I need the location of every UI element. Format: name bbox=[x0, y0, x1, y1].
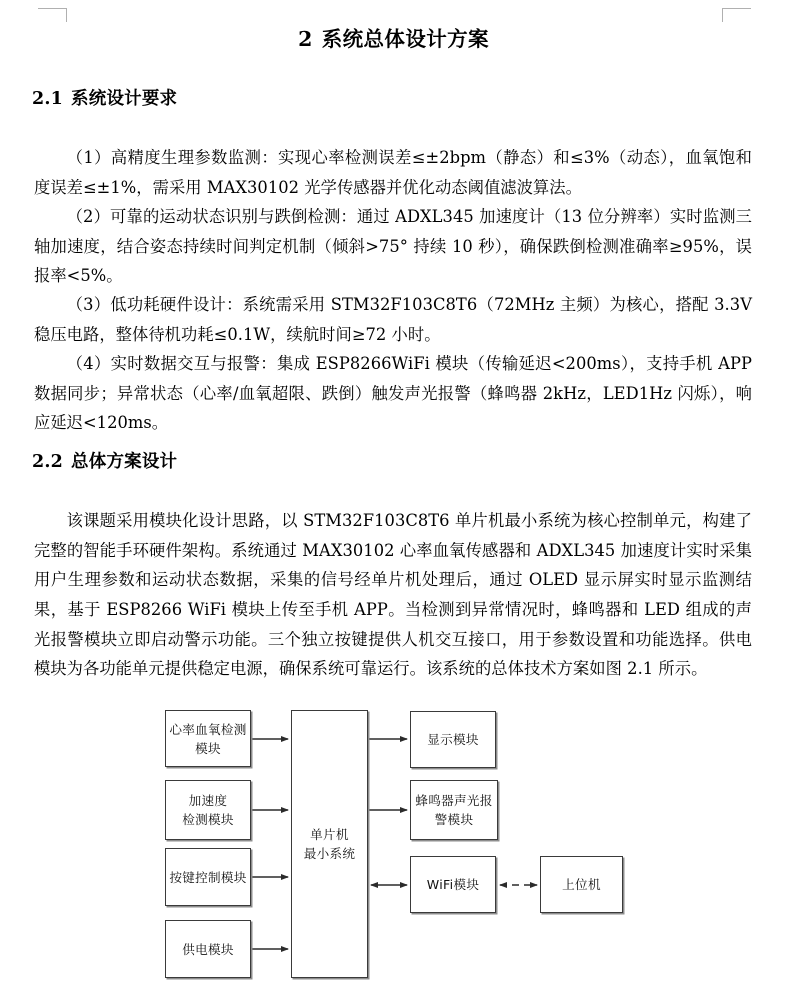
paragraph-overall-design: 该课题采用模块化设计思路，以 STM32F103C8T6 单片机最小系统为核心控制单元，构建了完整的智能手环硬件架构。系统通过 MAX30102 心率血氧传感器和 ADXL345 加速度计实时采集用户生理参数和运动状态数据，采集的信号经单片机处理后，通过 OLED 显示屏实时显示监测结果，基于 ESP8266 WiFi 模块上传至手机 APP。当检测到异常情况时，蜂鸣器和 LED 组成的声光报警模块立即启动警示功能。三个独立按键提供人机交互接口，用于参数设置和功能选择。供电模块为各功能单元提供稳定电源，确保系统可靠运行。该系统的总体技术方案如图 2.1 所示。 bbox=[34, 511, 752, 679]
paragraph-requirement-2: （2）可靠的运动状态识别与跌倒检测：通过 ADXL345 加速度计（13 位分辨率）实时监测三轴加速度，结合姿态持续时间判定机制（倾斜>75° 持续 10 秒），确保跌倒检测准确率≥95%，误报率<5%。 bbox=[34, 207, 752, 286]
diagram-box-buzzer-alarm bbox=[410, 780, 498, 840]
diagram-box-heart-rate-line2: 模块 bbox=[195, 740, 221, 756]
diagram-box-display-line1: 显示模块 bbox=[427, 732, 479, 747]
diagram-box-accelerometer bbox=[165, 780, 251, 840]
chapter-number: 2 bbox=[298, 27, 313, 51]
diagram-box-mcu bbox=[291, 710, 368, 978]
crop-mark-top-left bbox=[38, 8, 67, 22]
diagram-box-accelerometer-line1: 加速度 bbox=[188, 793, 228, 808]
crop-mark-top-right bbox=[722, 8, 751, 22]
diagram-box-power-supply bbox=[165, 920, 251, 978]
diagram-box-display bbox=[410, 711, 496, 768]
diagram-box-accelerometer-line2: 检测模块 bbox=[182, 812, 234, 827]
section-heading-2-2 bbox=[32, 448, 177, 473]
diagram-connectors bbox=[0, 700, 787, 982]
system-block-diagram bbox=[0, 700, 787, 982]
diagram-box-mcu-line1: 单片机 bbox=[310, 827, 349, 842]
diagram-box-buzzer-alarm-line1: 蜂鸣器声光报 bbox=[415, 793, 493, 808]
diagram-box-host-computer-line1: 上位机 bbox=[562, 877, 601, 892]
page-title bbox=[0, 22, 787, 52]
diagram-box-key-control bbox=[165, 848, 251, 906]
diagram-box-heart-rate-line1: 心率血氧检测 bbox=[169, 721, 247, 737]
diagram-box-buzzer-alarm-line2: 警模块 bbox=[434, 812, 474, 827]
diagram-box-key-control-line1: 按键控制模块 bbox=[169, 869, 247, 885]
section-heading-2-1 bbox=[32, 85, 177, 110]
section-number-2-2: 2.2 bbox=[32, 452, 64, 472]
diagram-box-power-supply-line1: 供电模块 bbox=[182, 941, 234, 957]
diagram-box-wifi-line1: WiFi模块 bbox=[426, 877, 480, 892]
diagram-box-host-computer bbox=[540, 856, 623, 913]
chapter-title-text: 系统总体设计方案 bbox=[321, 27, 489, 51]
section-title-2-2: 总体方案设计 bbox=[71, 452, 178, 472]
section-title-2-1: 系统设计要求 bbox=[71, 89, 178, 109]
paragraph-requirement-4: （4）实时数据交互与报警：集成 ESP8266WiFi 模块（传输延迟<200ms），支持手机 APP 数据同步；异常状态（心率/血氧超限、跌倒）触发声光报警（蜂鸣器 2kHz，LED1Hz 闪烁），响应延迟<120ms。 bbox=[34, 354, 752, 433]
paragraph-requirement-3: （3）低功耗硬件设计：系统需采用 STM32F103C8T6（72MHz 主频）为核心，搭配 3.3V 稳压电路，整体待机功耗≤0.1W，续航时间≥72 小时。 bbox=[34, 295, 752, 344]
diagram-box-mcu-line2: 最小系统 bbox=[303, 846, 356, 861]
paragraph-requirement-1: （1）高精度生理参数监测：实现心率检测误差≤±2bpm（静态）和≤3%（动态），血氧饱和度误差≤±1%，需采用 MAX30102 光学传感器并优化动态阈值滤波算法。 bbox=[34, 148, 752, 197]
section-number-2-1: 2.1 bbox=[32, 89, 64, 109]
diagram-box-wifi bbox=[410, 856, 496, 913]
diagram-box-heart-rate bbox=[165, 710, 251, 767]
